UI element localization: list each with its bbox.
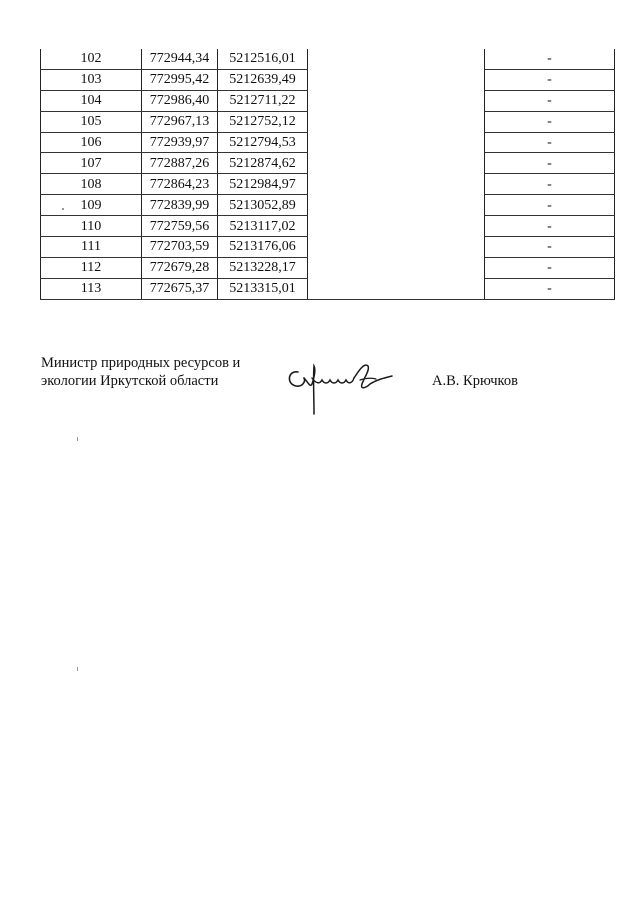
table-row (41, 278, 615, 299)
table-row (41, 216, 615, 237)
dash-cell: - (485, 216, 615, 237)
scan-speck (77, 667, 78, 671)
table-row (41, 69, 615, 90)
row-number-cell: 102 (41, 49, 142, 69)
empty-cell (308, 49, 485, 69)
table-row (41, 132, 615, 153)
x-coordinate-cell: 772995,42 (142, 69, 218, 90)
signatory-name: А.В. Крючков (432, 373, 518, 389)
y-coordinate-cell: 5212794,53 (218, 132, 308, 153)
x-coordinate-cell: 772703,59 (142, 237, 218, 258)
y-coordinate-cell: 5212516,01 (218, 49, 308, 69)
table-row (41, 237, 615, 258)
table-row (41, 111, 615, 132)
row-number-cell: 113 (41, 278, 142, 299)
x-coordinate-cell: 772944,34 (142, 49, 218, 69)
dash-cell: - (485, 153, 615, 174)
x-coordinate-cell: 772839,99 (142, 195, 218, 216)
row-number-cell: 109 (41, 195, 142, 216)
table-row (41, 257, 615, 278)
dash-cell: - (485, 174, 615, 195)
coordinates-table (40, 49, 615, 300)
x-coordinate-cell: 772887,26 (142, 153, 218, 174)
x-coordinate-cell: 772939,97 (142, 132, 218, 153)
row-number-cell: 103 (41, 69, 142, 90)
row-number-cell: 111 (41, 237, 142, 258)
row-number-cell: 107 (41, 153, 142, 174)
empty-cell (308, 174, 485, 195)
table-row (41, 195, 615, 216)
dash-cell: - (485, 257, 615, 278)
empty-cell (308, 153, 485, 174)
row-number-cell: 108 (41, 174, 142, 195)
table-row (41, 174, 615, 195)
signatory-position (41, 354, 240, 390)
dash-cell: - (485, 132, 615, 153)
row-number-cell: 105 (41, 111, 142, 132)
signatory-position-line1: Министр природных ресурсов и (41, 355, 241, 371)
dash-cell: - (485, 237, 615, 258)
handwritten-signature-icon (284, 348, 394, 418)
empty-cell (308, 69, 485, 90)
row-number-cell: 106 (41, 132, 142, 153)
table-row (41, 90, 615, 111)
y-coordinate-cell: 5213052,89 (218, 195, 308, 216)
empty-cell (308, 90, 485, 111)
empty-cell (308, 216, 485, 237)
x-coordinate-cell: 772679,28 (142, 257, 218, 278)
x-coordinate-cell: 772864,23 (142, 174, 218, 195)
empty-cell (308, 257, 485, 278)
signatory-position-line2: экологии Иркутской области (41, 373, 219, 389)
scan-speck (62, 208, 64, 210)
y-coordinate-cell: 5213228,17 (218, 257, 308, 278)
empty-cell (308, 278, 485, 299)
y-coordinate-cell: 5212711,22 (218, 90, 308, 111)
empty-cell (308, 132, 485, 153)
y-coordinate-cell: 5212984,97 (218, 174, 308, 195)
y-coordinate-cell: 5213117,02 (218, 216, 308, 237)
y-coordinate-cell: 5212874,62 (218, 153, 308, 174)
scan-speck (77, 437, 78, 441)
y-coordinate-cell: 5213176,06 (218, 237, 308, 258)
empty-cell (308, 195, 485, 216)
dash-cell: - (485, 69, 615, 90)
empty-cell (308, 111, 485, 132)
dash-cell: - (485, 111, 615, 132)
x-coordinate-cell: 772967,13 (142, 111, 218, 132)
y-coordinate-cell: 5212639,49 (218, 69, 308, 90)
dash-cell: - (485, 90, 615, 111)
row-number-cell: 112 (41, 257, 142, 278)
coordinates-table-body (41, 49, 615, 299)
y-coordinate-cell: 5213315,01 (218, 278, 308, 299)
x-coordinate-cell: 772986,40 (142, 90, 218, 111)
x-coordinate-cell: 772759,56 (142, 216, 218, 237)
table-row (41, 49, 615, 69)
table-row (41, 153, 615, 174)
row-number-cell: 104 (41, 90, 142, 111)
dash-cell: - (485, 49, 615, 69)
row-number-cell: 110 (41, 216, 142, 237)
x-coordinate-cell: 772675,37 (142, 278, 218, 299)
dash-cell: - (485, 195, 615, 216)
y-coordinate-cell: 5212752,12 (218, 111, 308, 132)
dash-cell: - (485, 278, 615, 299)
empty-cell (308, 237, 485, 258)
